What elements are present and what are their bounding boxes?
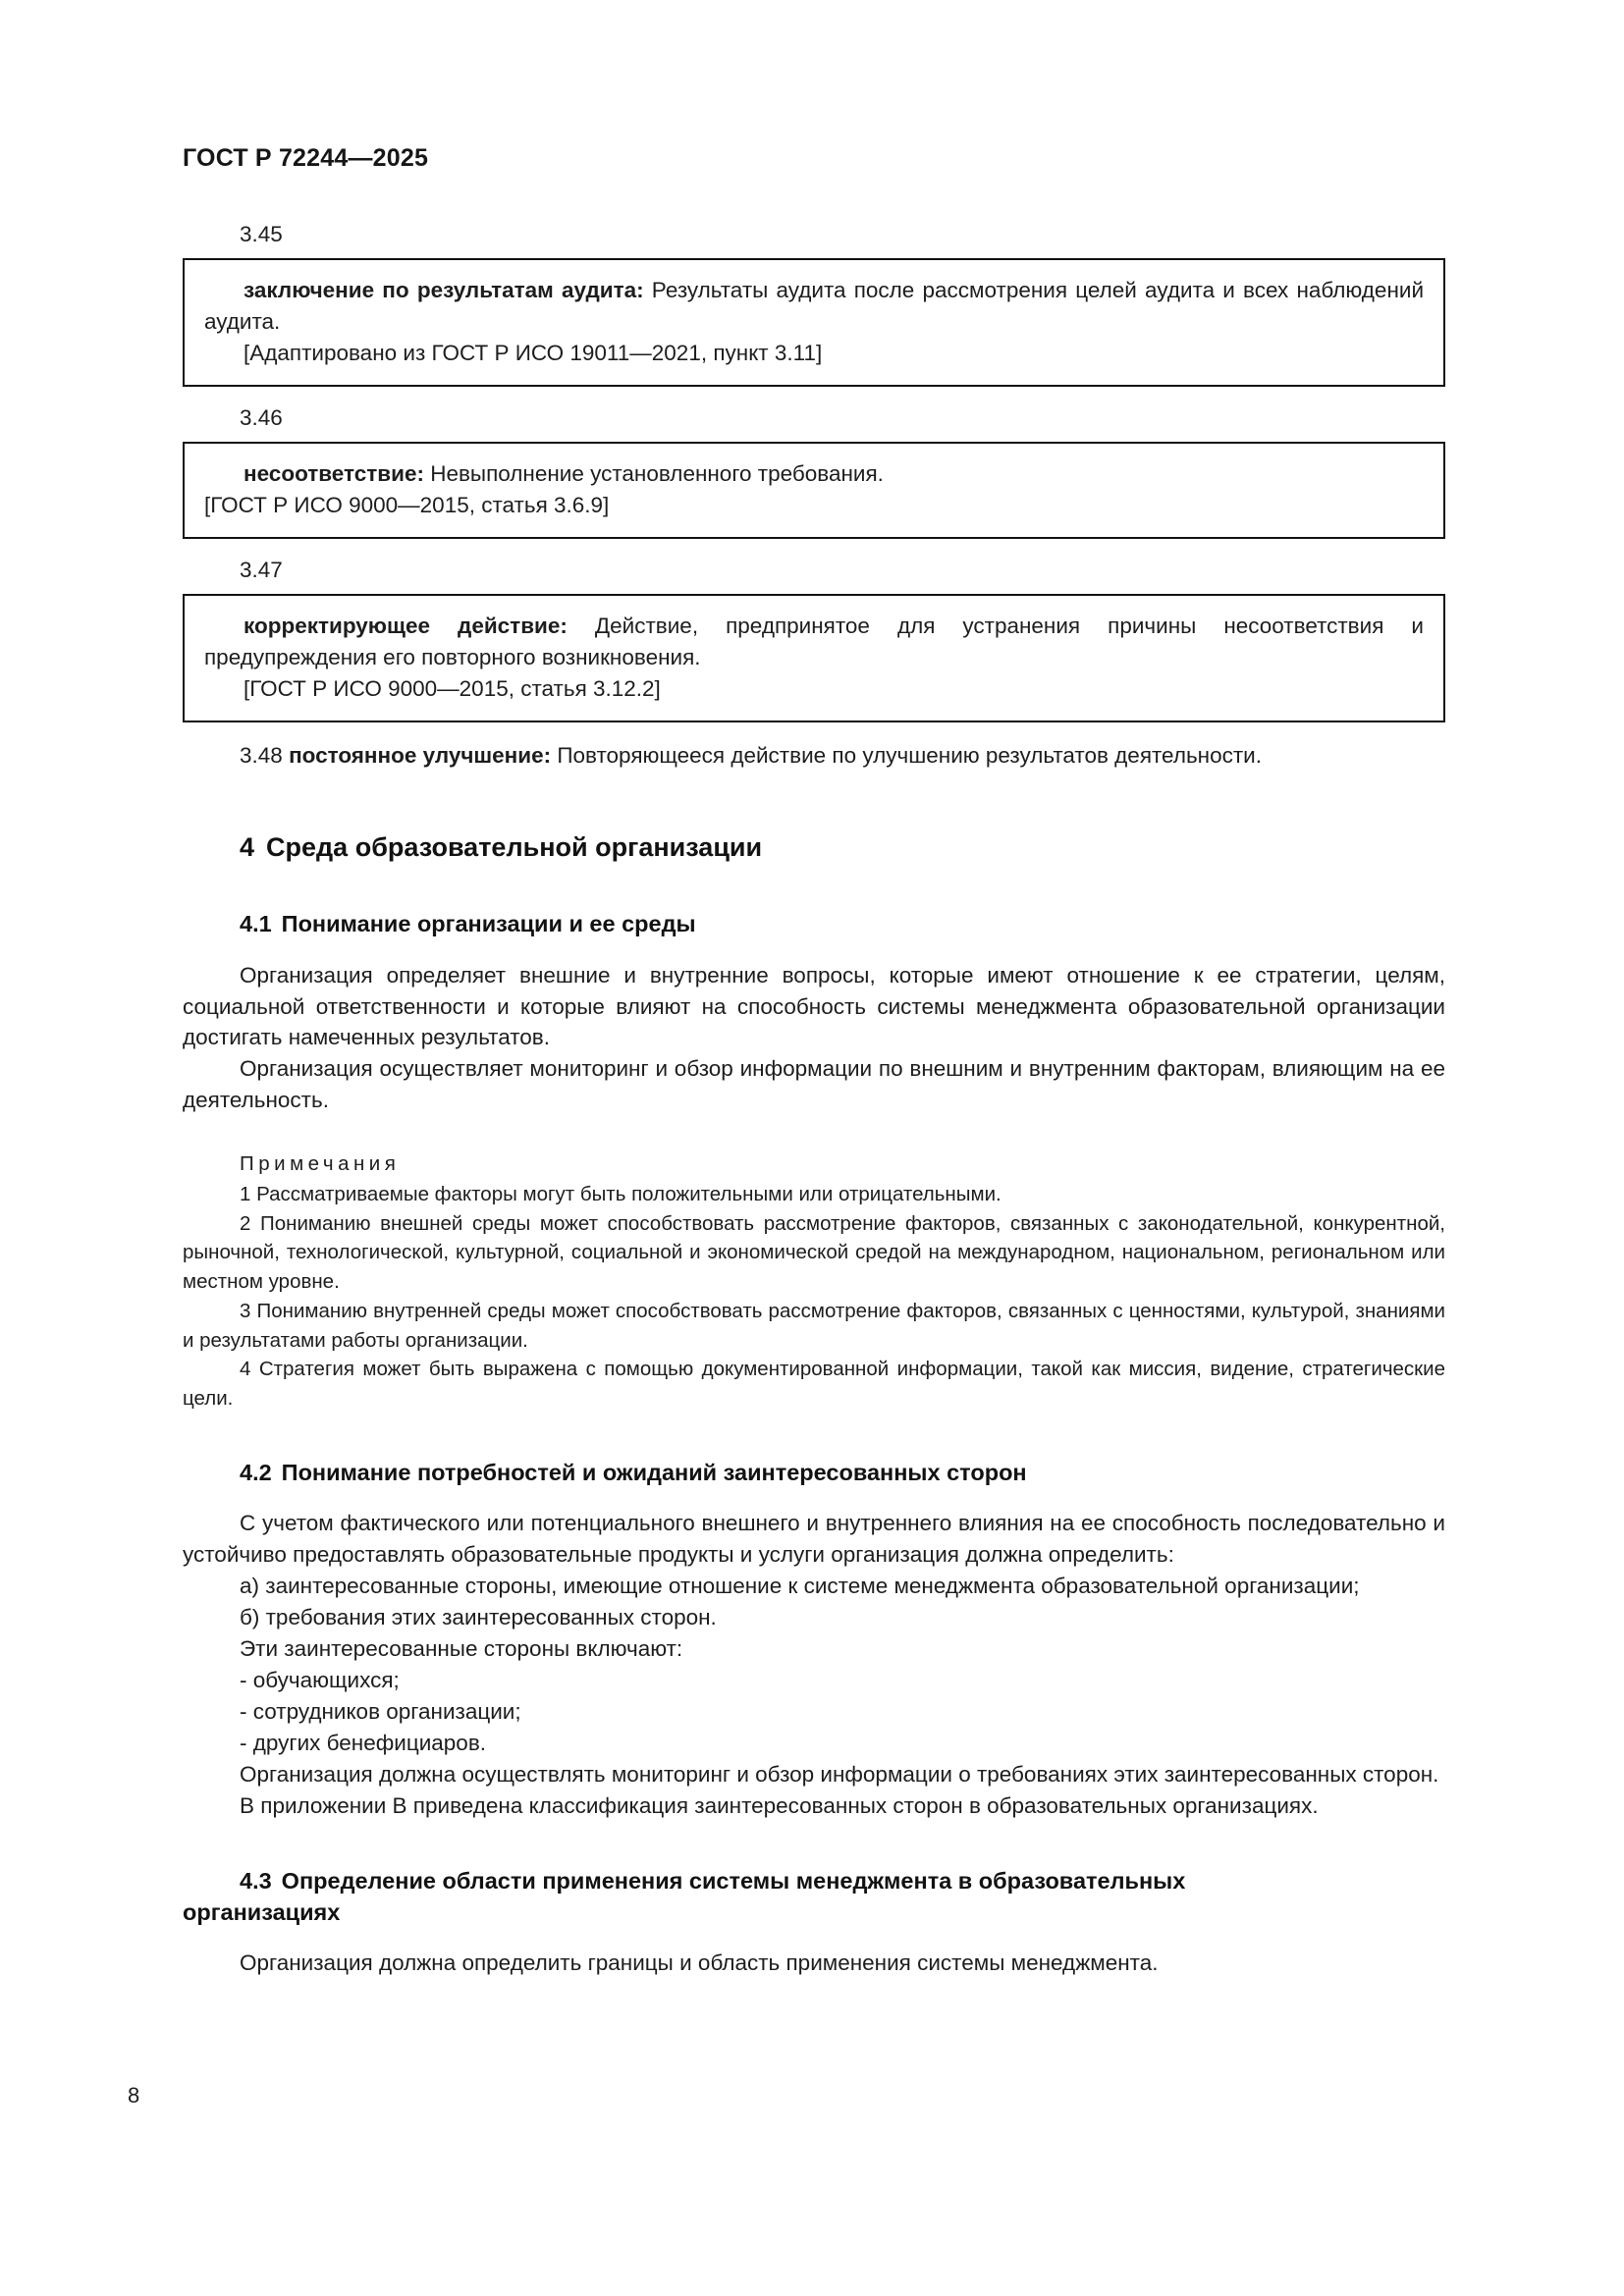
page-number: 8 — [128, 2083, 140, 2108]
term-definition-3-48: Повторяющееся действие по улучшению результатов деятельности. — [551, 743, 1262, 769]
document-header: ГОСТ Р 72244—2025 — [183, 144, 429, 172]
subsection-heading-4-3-line1 — [183, 1865, 1445, 1896]
section-title-4: Среда образовательной организации — [266, 832, 763, 863]
list-item-dash-3: - других бенефициаров. — [240, 1730, 487, 1755]
term-reference-3-45: [Адаптировано из ГОСТ Р ИСО 19011—2021, пункт 3.11] — [244, 340, 823, 365]
notes-title: Примечания — [240, 1152, 401, 1176]
section-number-4: 4 — [240, 832, 255, 863]
term-definition-3-47: Действие, предпринятое для устранения причины несоответствия и предупреждения его повторного возникновения. — [204, 614, 1424, 670]
term-label-3-48: постоянное улучшение: — [289, 743, 552, 769]
subsection-heading-4-1 — [183, 908, 1445, 939]
term-definition-3-45: Результаты аудита после рассмотрения целей аудита и всех наблюдений аудита. — [204, 277, 1425, 334]
subsection-title-4-3-line1: Определение области применения системы менеджмента в образовательных — [281, 1867, 1186, 1894]
term-paragraph-3-48 — [183, 740, 1445, 772]
definition-text-3-46 — [204, 458, 1424, 490]
term-label-3-47: корректирующее действие: — [244, 614, 568, 639]
term-number-3-47: 3.47 — [240, 557, 283, 582]
subsection-number-4-2: 4.2 — [240, 1459, 272, 1485]
term-number-3-48: 3.48 — [240, 743, 283, 769]
subsection-title-4-2: Понимание потребностей и ожиданий заинтересованных сторон — [281, 1459, 1027, 1485]
definition-box-3-47 — [183, 594, 1445, 722]
paragraph-4-2-closing-1: Организация должна осуществлять мониторинг и обзор информации о требованиях этих заинтересованных сторон. — [240, 1761, 1439, 1787]
term-definition-3-46: Невыполнение установленного требования. — [423, 461, 884, 487]
definition-text-3-47 — [204, 611, 1424, 673]
note-item-4: 4 Стратегия может быть выражена с помощью документированной информации, такой как миссия, видение, стратегические цели. — [183, 1358, 1445, 1411]
paragraph-4-2-includes-intro: Эти заинтересованные стороны включают: — [240, 1635, 683, 1661]
subsection-number-4-1: 4.1 — [240, 911, 272, 937]
definition-text-3-45 — [204, 275, 1424, 338]
list-item-a: а) заинтересованные стороны, имеющие отношение к системе менеджмента образовательной организации; — [240, 1574, 1360, 1599]
note-item-2: 2 Пониманию внешней среды может способствовать рассмотрение факторов, связанных с законодательной, конкурентной, рыночной, технологической, культурной, социальной и экономической средой на международном, национальном, региональном или местном уровне. — [183, 1211, 1445, 1294]
subsection-number-4-3: 4.3 — [240, 1867, 272, 1894]
term-reference-3-47: [ГОСТ Р ИСО 9000—2015, статья 3.12.2] — [244, 676, 661, 702]
notes-block-4-1 — [183, 1149, 1445, 1414]
paragraph-4-1-2: Организация осуществляет мониторинг и обзор информации по внешним и внутренним факторам, влияющим на ее деятельность. — [183, 1056, 1445, 1113]
term-label-3-45: заключение по результатам аудита: — [244, 277, 644, 302]
list-item-b: б) требования этих заинтересованных сторон. — [240, 1605, 717, 1629]
term-label-3-46: несоответствие: — [244, 461, 424, 487]
paragraph-4-1-1: Организация определяет внешние и внутренние вопросы, которые имеют отношение к ее стратегии, целям, социальной ответственности и которые влияют на способность системы менеджмента образовательной организации достигать намеченных результатов. — [183, 962, 1445, 1050]
list-item-dash-1: - обучающихся; — [240, 1667, 400, 1692]
subsection-heading-4-3 — [183, 1865, 1445, 1929]
subsection-title-4-3-line2: организациях — [183, 1898, 341, 1925]
term-number-3-46: 3.46 — [240, 404, 283, 430]
page-content — [183, 145, 1445, 1979]
paragraph-4-2-intro: С учетом фактического или потенциального внешнего и внутреннего влияния на ее способность последовательно и устойчиво предоставлять образовательные продукты и услуги организация должна определить: — [183, 1511, 1445, 1568]
subsection-heading-4-2 — [183, 1457, 1445, 1488]
paragraph-4-3-1: Организация должна определить границы и область применения системы менеджмента. — [240, 1950, 1159, 1976]
subsection-title-4-1: Понимание организации и ее среды — [281, 911, 696, 937]
section-heading-4 — [183, 830, 1445, 865]
note-item-3: 3 Пониманию внутренней среды может способствовать рассмотрение факторов, связанных с ценностями, культурой, знаниями и результатами работы организации. — [183, 1299, 1445, 1352]
term-number-3-45: 3.45 — [240, 221, 283, 246]
list-item-dash-2: - сотрудников организации; — [240, 1698, 521, 1724]
note-item-1: 1 Рассматриваемые факторы могут быть положительными или отрицательными. — [240, 1183, 1001, 1206]
term-reference-3-46: [ГОСТ Р ИСО 9000—2015, статья 3.6.9] — [204, 493, 610, 517]
definition-box-3-45 — [183, 258, 1445, 387]
definition-box-3-46 — [183, 442, 1445, 539]
paragraph-4-2-closing-2: В приложении В приведена классификация заинтересованных сторон в образовательных организациях. — [240, 1792, 1319, 1818]
